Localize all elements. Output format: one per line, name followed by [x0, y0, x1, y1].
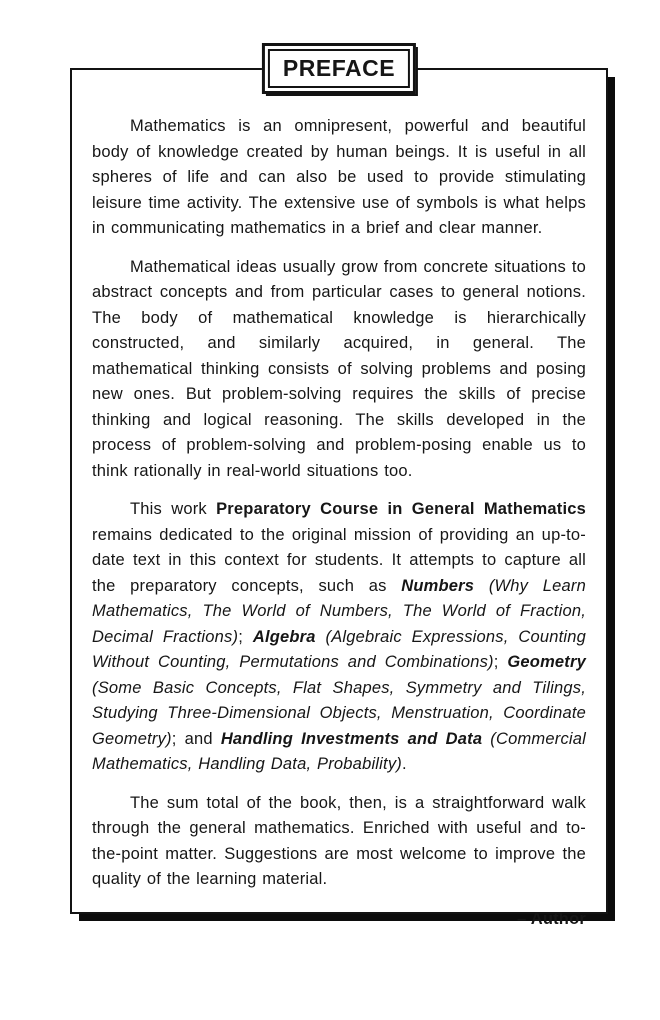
paragraph-1: Mathematics is an omnipresent, powerful and beautiful body of knowledge created by human beings. It is useful in all spheres of life and can also be used to provide stimulating leisure time activity. The extensive use of symbols is what helps in communicating mathematics in a brief and clear manner. — [92, 117, 586, 237]
paragraph-4: The sum total of the book, then, is a straightforward walk through the general mathematics. Enriched with useful and to-the-point matter. Suggestions are most welcome to improve the quality of the learning material. — [92, 793, 586, 888]
page-title: PREFACE — [268, 49, 410, 88]
paragraph-2: Mathematical ideas usually grow from concrete situations to abstract concepts and from particular cases to general notions. The body of mathematical knowledge is hierarchically constructed, and similarly acquired, in general. The mathematical thinking consists of solving problems and posing new ones. But problem-solving requires the skills of precise thinking and logical reasoning. The skills developed in the process of problem-solving and problem-posing enable us to think rationally in real-world situations too. — [92, 257, 586, 480]
preface-body — [72, 70, 606, 928]
author-signature: – Author — [517, 909, 586, 928]
preface-content-box — [70, 55, 608, 928]
paragraph-3: This work Preparatory Course in General Mathematics remains dedicated to the original mission of providing an up-to-date text in this context for students. It attempts to capture all the preparatory concepts, such as Numbers (Why Learn Mathematics, The World of Numbers, The World of Fraction, Decimal Fractions); Algebra (Algebraic Expressions, Counting Without Counting, Permutations and Combinations); Geometry (Some Basic Concepts, Flat Shapes, Symmetry and Tilings, Studying Three-Dimensional Objects, Menstruation, Coordinate Geometry); and Handling Investments and Data (Commercial Mathematics, Handling Data, Probability). — [92, 500, 587, 773]
